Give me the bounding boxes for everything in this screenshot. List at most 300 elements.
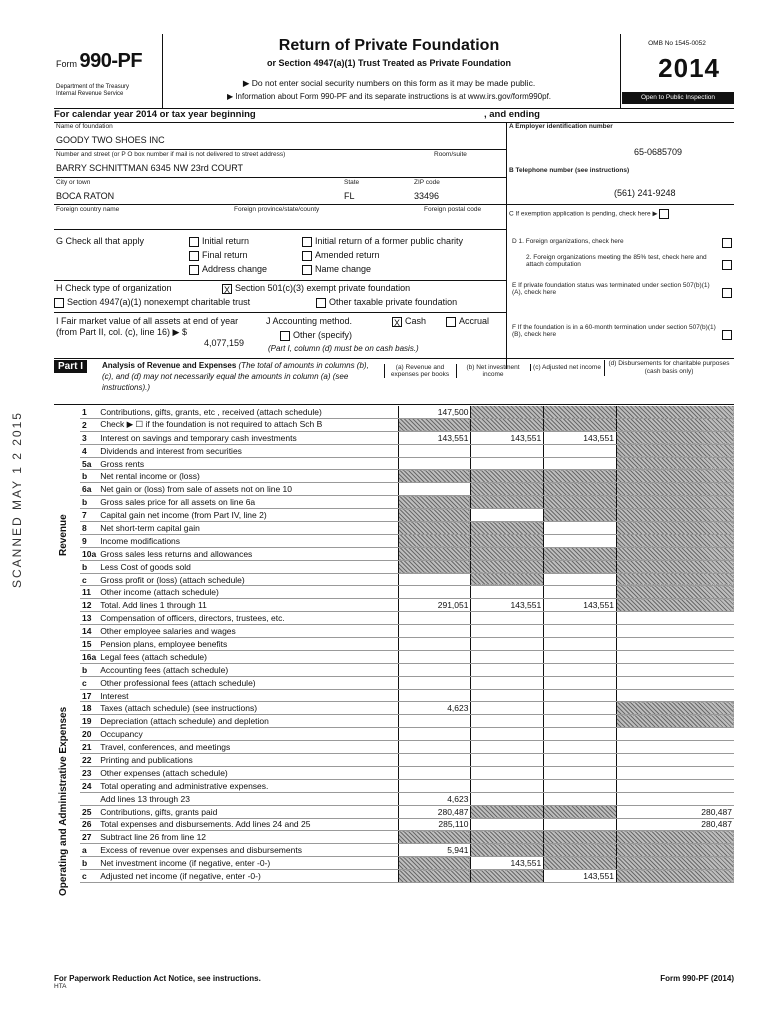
part1-tag: Part I [54, 360, 87, 373]
col-a-cell[interactable] [398, 754, 471, 767]
line-description: Net rental income or (loss) [98, 470, 398, 483]
col-b-cell [471, 547, 544, 560]
line-number: 2 [80, 418, 98, 431]
col-d-cell [616, 844, 734, 857]
phone-label: B Telephone number (see instructions) [509, 167, 630, 174]
line-c: C If exemption application is pending, check here ▶ [509, 209, 672, 219]
line-description: Gross rents [98, 457, 398, 470]
col-d-cell[interactable] [616, 650, 734, 663]
table-row [80, 470, 734, 483]
col-d-cell[interactable] [616, 728, 734, 741]
col-a-cell[interactable] [398, 586, 471, 599]
col-c-cell[interactable] [544, 444, 617, 457]
table-row [80, 406, 734, 418]
col-b-cell[interactable] [471, 586, 544, 599]
d2-checkbox[interactable] [722, 260, 732, 270]
col-c-cell[interactable] [544, 779, 617, 792]
col-d-cell [616, 599, 734, 612]
line-number: 1 [80, 406, 98, 418]
col-c-cell [544, 509, 617, 522]
line-description: Contributions, gifts, grants paid [98, 805, 398, 818]
table-row [80, 689, 734, 702]
line-number: 5a [80, 457, 98, 470]
table-row [80, 573, 734, 586]
col-a-cell [398, 560, 471, 573]
form-footer [54, 974, 734, 990]
g-label: G Check all that apply [56, 236, 145, 246]
col-d-cell[interactable] [616, 625, 734, 638]
col-b-cell [471, 844, 544, 857]
table-row [80, 457, 734, 470]
name-label: Name of foundation [56, 123, 113, 130]
line-description: Other professional fees (attach schedule) [98, 676, 398, 689]
col-c-cell[interactable] [544, 663, 617, 676]
col-a-cell[interactable] [398, 689, 471, 702]
col-c-cell [544, 470, 617, 483]
table-row [80, 818, 734, 831]
col-c-cell[interactable] [544, 676, 617, 689]
col-d-cell[interactable] [616, 612, 734, 625]
h-label: H Check type of organization [56, 283, 172, 293]
cash-checkbox[interactable]: X [393, 317, 400, 328]
form-title: Return of Private Foundation [278, 37, 500, 54]
table-row [80, 844, 734, 857]
line-description: Total. Add lines 1 through 11 [98, 599, 398, 612]
col-a-cell[interactable] [398, 779, 471, 792]
line-description: Interest [98, 689, 398, 702]
col-b-cell [471, 483, 544, 496]
col-b-cell[interactable] [471, 638, 544, 651]
col-a-cell[interactable] [398, 625, 471, 638]
col-b-cell[interactable]: 143,551 [471, 857, 544, 870]
line-c-checkbox[interactable] [659, 209, 669, 219]
col-c-cell[interactable] [544, 741, 617, 754]
accrual-checkbox[interactable] [446, 317, 456, 327]
phone-value[interactable]: (561) 241-9248 [614, 188, 676, 198]
table-row [80, 418, 734, 431]
col-b-cell[interactable] [471, 792, 544, 805]
col-b-cell [471, 496, 544, 509]
col-c-cell[interactable] [544, 650, 617, 663]
table-row [80, 483, 734, 496]
omb-number: OMB No 1545-0052 [648, 40, 706, 47]
col-a-cell[interactable] [398, 612, 471, 625]
col-a-cell[interactable]: 280,487 [398, 805, 471, 818]
e-checkbox[interactable] [722, 288, 732, 298]
state-label: State [344, 179, 360, 186]
col-d-cell [616, 444, 734, 457]
line-description: Subtract line 26 from line 12 [98, 831, 398, 844]
col-d-cell[interactable] [616, 792, 734, 805]
col-a-cell[interactable] [398, 676, 471, 689]
line-number: 8 [80, 522, 98, 535]
col-a-cell [398, 857, 471, 870]
table-row [80, 766, 734, 779]
zip-value[interactable]: 33496 [414, 191, 440, 201]
col-a-cell[interactable]: 4,623 [398, 702, 471, 715]
col-d-cell[interactable]: 280,487 [616, 818, 734, 831]
line-number [80, 792, 98, 805]
i-label: I Fair market value of all assets at end of year (from Part II, col. (c), line 16) ▶ $ [56, 316, 239, 337]
foreign-postal-label: Foreign postal code [424, 206, 482, 213]
col-c-cell[interactable] [544, 792, 617, 805]
line-number: 22 [80, 754, 98, 767]
table-row [80, 612, 734, 625]
col-a-cell[interactable]: 143,551 [398, 431, 471, 444]
col-b-cell [471, 522, 544, 535]
col-b-cell[interactable] [471, 509, 544, 522]
final-return-checkbox[interactable] [189, 251, 199, 261]
line-description: Legal fees (attach schedule) [98, 650, 398, 663]
street-address[interactable]: BARRY SCHNITTMAN 6345 NW 23rd COURT [56, 163, 244, 173]
line-number: 23 [80, 766, 98, 779]
room-label: Room/suite [434, 151, 467, 158]
col-d-cell [616, 522, 734, 535]
col-d-cell[interactable] [616, 766, 734, 779]
table-row [80, 702, 734, 715]
table-row [80, 870, 734, 883]
form-subtitle: or Section 4947(a)(1) Trust Treated as Private Foundation [266, 58, 512, 68]
f-checkbox[interactable] [722, 330, 732, 340]
col-d-cell[interactable] [616, 638, 734, 651]
col-c-header: (c) Adjusted net income [530, 364, 603, 371]
col-b-cell [471, 470, 544, 483]
col-a-cell [398, 831, 471, 844]
table-row [80, 599, 734, 612]
notice-info: ▶ Information about Form 990-PF and its separate instructions is at www.irs.gov/form990pf. [226, 92, 552, 101]
table-row [80, 792, 734, 805]
col-b-cell[interactable] [471, 625, 544, 638]
col-b-cell [471, 870, 544, 883]
col-d-cell [616, 547, 734, 560]
col-d-cell [616, 483, 734, 496]
line-number: 16a [82, 651, 97, 662]
col-a-cell[interactable] [398, 650, 471, 663]
line-number: b [80, 560, 98, 573]
zip-label: ZIP code [414, 179, 440, 186]
col-a-cell[interactable] [398, 766, 471, 779]
col-d-cell [616, 418, 734, 431]
line-description: Other income (attach schedule) [98, 586, 398, 599]
col-c-cell[interactable] [544, 689, 617, 702]
line-number: 26 [80, 818, 98, 831]
col-b-cell[interactable] [471, 766, 544, 779]
line-description: Interest on savings and temporary cash investments [98, 431, 398, 444]
initial-return-checkbox[interactable] [189, 237, 199, 247]
d1-label: D 1. Foreign organizations, check here [512, 238, 624, 245]
paperwork-notice: For Paperwork Reduction Act Notice, see instructions. [54, 974, 261, 983]
expenses-side-label: Operating and Administrative Expenses [58, 706, 69, 896]
col-d-cell [616, 870, 734, 883]
col-d-cell[interactable] [616, 689, 734, 702]
col-c-cell[interactable] [544, 715, 617, 728]
city-value[interactable]: BOCA RATON [56, 191, 115, 201]
col-a-cell [398, 470, 471, 483]
col-c-cell [544, 496, 617, 509]
col-c-cell [544, 406, 617, 418]
table-row [80, 625, 734, 638]
table-row [80, 715, 734, 728]
table-row [80, 741, 734, 754]
col-c-cell[interactable] [544, 586, 617, 599]
line-number: c [80, 870, 98, 883]
line-number: b [80, 496, 98, 509]
street-label: Number and street (or P O box number if mail is not delivered to street address) [56, 151, 286, 158]
line-description: Income modifications [98, 534, 398, 547]
col-a-cell [398, 870, 471, 883]
col-a-cell[interactable] [398, 638, 471, 651]
col-b-cell[interactable] [471, 741, 544, 754]
table-row [80, 509, 734, 522]
col-c-cell[interactable] [544, 573, 617, 586]
col-c-cell[interactable] [544, 457, 617, 470]
name-change-checkbox[interactable] [302, 265, 312, 275]
line-number: 12 [80, 599, 98, 612]
address-change-checkbox[interactable] [189, 265, 199, 275]
line-description: Total operating and administrative expenses. [98, 779, 398, 792]
table-row [80, 663, 734, 676]
table-row [80, 805, 734, 818]
line-description: Other expenses (attach schedule) [98, 766, 398, 779]
hta-label: HTA [54, 983, 67, 990]
col-d-cell [616, 702, 734, 715]
col-b-cell[interactable] [471, 754, 544, 767]
line-number: b [80, 470, 98, 483]
calendar-year-row: For calendar year 2014 or tax year beginning , and ending [54, 109, 540, 120]
table-row [80, 586, 734, 599]
col-c-cell [544, 547, 617, 560]
col-a-cell[interactable] [398, 483, 471, 496]
table-row [80, 431, 734, 444]
col-b-cell[interactable] [471, 663, 544, 676]
col-b-cell [471, 560, 544, 573]
col-d-cell[interactable] [616, 741, 734, 754]
col-a-cell[interactable] [398, 728, 471, 741]
line-description: Net gain or (loss) from sale of assets not on line 10 [98, 483, 398, 496]
4947-checkbox[interactable] [54, 298, 64, 308]
col-a-cell[interactable] [398, 444, 471, 457]
line-number: b [80, 663, 98, 676]
table-row [80, 676, 734, 689]
col-d-cell [616, 496, 734, 509]
col-d-cell[interactable] [616, 676, 734, 689]
col-d-header: (d) Disbursements for charitable purposes (cash basis only) [604, 360, 733, 376]
col-a-cell[interactable] [398, 573, 471, 586]
line-description: Printing and publications [98, 754, 398, 767]
table-row [80, 547, 734, 560]
col-d-cell[interactable] [616, 779, 734, 792]
col-c-cell[interactable]: 143,551 [544, 431, 617, 444]
col-a-cell[interactable]: 285,110 [398, 818, 471, 831]
line-description: Occupancy [98, 728, 398, 741]
col-d-cell [616, 560, 734, 573]
col-d-cell [616, 457, 734, 470]
col-d-cell [616, 406, 734, 418]
table-row [80, 650, 734, 663]
table-row [80, 444, 734, 457]
col-d-cell [616, 431, 734, 444]
scanned-stamp: SCANNED MAY 1 2 2015 [10, 411, 24, 588]
line-description: Gross sales less returns and allowances [98, 547, 398, 560]
line-number: a [80, 844, 98, 857]
line-description: Check ▶ ☐ if the foundation is not required to attach Sch B [98, 418, 398, 431]
line-number: 24 [80, 779, 98, 792]
col-d-cell[interactable] [616, 754, 734, 767]
ein-value[interactable]: 65-0685709 [634, 147, 683, 157]
j-note: (Part I, column (d) must be on cash basis.) [268, 344, 419, 353]
part1-lines-table [80, 406, 734, 883]
line-description: Travel, conferences, and meetings [98, 741, 398, 754]
col-a-header: (a) Revenue and expenses per books [384, 364, 455, 378]
col-c-cell[interactable] [544, 612, 617, 625]
line-number: 10a [82, 548, 97, 559]
col-d-cell [616, 831, 734, 844]
col-c-cell[interactable] [544, 638, 617, 651]
col-b-cell[interactable] [471, 818, 544, 831]
col-d-cell[interactable] [616, 663, 734, 676]
d1-checkbox[interactable] [722, 238, 732, 248]
col-b-cell[interactable] [471, 702, 544, 715]
col-d-cell [616, 586, 734, 599]
line-number: 25 [80, 805, 98, 818]
line-description: Net investment income (if negative, enter -0-) [98, 857, 398, 870]
col-c-cell[interactable] [544, 728, 617, 741]
table-row [80, 728, 734, 741]
foundation-name[interactable]: GOODY TWO SHOES INC [56, 135, 165, 145]
col-b-cell [471, 418, 544, 431]
col-a-cell[interactable] [398, 457, 471, 470]
col-b-cell[interactable] [471, 689, 544, 702]
d2-label: 2. Foreign organizations meeting the 85% test, check here and attach computation [526, 254, 707, 268]
col-b-cell[interactable] [471, 728, 544, 741]
col-d-cell [616, 470, 734, 483]
col-b-cell[interactable] [471, 650, 544, 663]
table-row [80, 638, 734, 651]
col-b-cell [471, 805, 544, 818]
city-label: City or town [56, 179, 91, 186]
col-c-cell [544, 857, 617, 870]
line-number: 17 [80, 689, 98, 702]
divider [162, 34, 163, 108]
col-c-cell[interactable] [544, 754, 617, 767]
table-row [80, 522, 734, 535]
line-description: Excess of revenue over expenses and disbursements [98, 844, 398, 857]
line-number: 6a [80, 483, 98, 496]
col-c-cell [544, 560, 617, 573]
col-a-cell [398, 418, 471, 431]
line-number: 4 [80, 444, 98, 457]
col-b-cell[interactable] [471, 676, 544, 689]
col-b-cell[interactable] [471, 457, 544, 470]
dept-label: Department of the Treasury Internal Revenue Service [56, 84, 130, 97]
other-taxable-checkbox[interactable] [316, 298, 326, 308]
line-number: 19 [80, 715, 98, 728]
table-row [80, 754, 734, 767]
line-number: 20 [80, 728, 98, 741]
col-a-cell[interactable]: 147,500 [398, 406, 471, 418]
col-b-cell [471, 573, 544, 586]
line-number: 18 [80, 702, 98, 715]
col-a-cell[interactable]: 291,051 [398, 599, 471, 612]
table-row [80, 857, 734, 870]
line-number: 3 [80, 431, 98, 444]
col-c-cell[interactable] [544, 766, 617, 779]
ein-label: A Employer identification number [509, 123, 613, 130]
col-a-cell [398, 522, 471, 535]
col-a-cell[interactable]: 4,623 [398, 792, 471, 805]
col-c-cell[interactable] [544, 818, 617, 831]
col-c-cell[interactable] [544, 625, 617, 638]
col-a-cell[interactable] [398, 741, 471, 754]
divider [620, 34, 621, 108]
footer-form-number: Form 990-PF (2014) [660, 974, 734, 983]
foreign-country-label: Foreign country name [56, 206, 120, 213]
line-description: Other employee salaries and wages [98, 625, 398, 638]
other-method-checkbox[interactable] [280, 331, 290, 341]
line-description: Less Cost of goods sold [98, 560, 398, 573]
table-row [80, 496, 734, 509]
line-description: Pension plans, employee benefits [98, 638, 398, 651]
col-d-cell[interactable]: 280,487 [616, 805, 734, 818]
line-number: 15 [80, 638, 98, 651]
col-c-cell [544, 831, 617, 844]
table-row [80, 560, 734, 573]
col-d-cell [616, 534, 734, 547]
former-public-charity-checkbox[interactable] [302, 237, 312, 247]
form-number: Form 990-PF [56, 50, 143, 72]
col-b-cell[interactable] [471, 612, 544, 625]
col-c-cell[interactable]: 143,551 [544, 599, 617, 612]
line-description: Dividends and interest from securities [98, 444, 398, 457]
line-number: 14 [80, 625, 98, 638]
col-b-cell[interactable] [471, 779, 544, 792]
501c3-checkbox[interactable]: X [223, 284, 230, 295]
col-a-cell[interactable] [398, 663, 471, 676]
col-c-cell[interactable] [544, 534, 617, 547]
line-description: Taxes (attach schedule) (see instructions) [98, 702, 398, 715]
col-a-cell[interactable]: 5,941 [398, 844, 471, 857]
part1-header: Part I Analysis of Revenue and Expenses (The total of amounts in columns (b), (c), and (d) may not necessarily equal the amounts in column (a) (see instructions).) (a) Revenue and expenses per books (b) Net investment income (c) Adjusted net income (d) Disbursements for charitable purposes (cash basis only) [54, 360, 734, 402]
line-number: c [80, 573, 98, 586]
col-c-cell [544, 805, 617, 818]
col-a-cell [398, 534, 471, 547]
tax-year: 2014 [658, 53, 720, 83]
line-number: 9 [80, 534, 98, 547]
form-page: Form 990-PF Department of the Treasury Internal Revenue Service Return of Private Foundation or Section 4947(a)(1) Trust Treated as Private Foundation ▶ Do not enter social security numbers on this form as it may be made public. ▶ Information about Form 990-PF and its separate instructions is at www.irs.gov/form990pf. OMB No 1545-0052 2014 Open to Public Inspection For calendar year 2014 or tax year beginning , and ending Name of foundation GOODY TWO SHOES INC A Employer identification number 65-0685709 Number and street (or P O box number if mail is not delivered to street address) Room/suite BARRY SCHNITTMAN 6345 NW 23rd COURT B Telephone number (see instructions) (561) 241-9248 City or town State ZIP code BOCA RATON FL 33496 Foreign country name Foreign province/state/county Foreign postal code C If exemption application is pending, check here ▶ G Check all that apply Initial return Final return Address change Initial return of a former public charity Amended return Name change D 1. Foreign organizations, check here 2. Foreign organizations meeting the 85% test, check here and attach computation E If private foundation status was terminated under section 507(b)(1)(A), check here F If the foundation is in a 60-month termination under section 507(b)(1)(B), check here H Check type of organization X Section 501(c)(3) exempt private foundation Section 4947(a)(1) nonexempt charitable trust Other taxable private foundation I Fair market value of all assets at end of year (from Part II, col. (c), line 16) ▶ $ 4,077,159 J Accounting method. X Cash Accrual Other (specify) (Part I, column (d) must be on cash basis.) Part I Analysis of Revenue and Expenses (The total of amounts in columns (b), (c), and (d) may not necessarily equal the amounts in column (a) (see instructions).) (a) Revenue and expenses per books (b) Net investment income (c) Adjusted net income (d) Disbursements for charitable purposes (cash basis only) 1 Contributions, gifts, grants, etc , received (attach schedule) 147,500 2 Check ▶ ☐ if the foundation is not required to attach Sch B 3 Interest on savings and temporary cash investments 143,551 143,551 143,551 4 Dividends and interest from securities 5a Gross rents b Net rental income or (loss) 6a Net gain or (loss) from sale of assets not on line 10 b Gross sales price for all assets on line 6a 7 Capital gain net income (from Part IV, line 2) 8 Net short-term capital gain 9 Income modifications 10a Gross sales less returns and allowances b Less Cost of goods sold c Gross profit or (loss) (attach schedule) 11 Other income (attach schedule) 12 Total. Add lines 1 through 11 291,051 143,551 143,551 13 Compensation of officers, directors, trustees, etc. 14 Other employee salaries and wages 15 Pension plans, employee benefits 16a Legal fees (attach schedule) b Accounting fees (attach schedule) c Other professional fees (attach schedule) 17 Interest 18 Taxes (attach schedule) (see instructions) 4,623 19 Depreciation (attach schedule) and depletion 20 Occupancy 21 Travel, conferences, and meetings 22 Printing and publications 23 Other expenses (attach schedule) 24 Total operating and administrative expenses. Add lines 13 through 23 4,623 25 Contributions, gifts, grants paid 280,487 280,487 26 Total expenses and disbursements. Add lines 24 and 25 285,110 280,487 27 Subtract line 26 from line 12 a Excess of revenue over expenses and disbursements 5,941 b Net investment income (if negative, enter -0-) 143,551 c Adjusted net income (if negative, enter -0-) 143,551 Revenue Operating and Administrative Expenses SCANNED MAY 1 2 2015 For Paperwork Reduction Act Notice, see instructions. HTA Form 990-PF (2014) [54, 28, 734, 109]
fmv-value[interactable]: 4,077,159 [204, 338, 245, 348]
col-c-cell[interactable]: 143,551 [544, 870, 617, 883]
j-label: J Accounting method. [266, 316, 353, 326]
col-a-cell[interactable] [398, 715, 471, 728]
amended-return-checkbox[interactable] [302, 251, 312, 261]
col-a-cell [398, 547, 471, 560]
col-b-cell[interactable] [471, 444, 544, 457]
col-c-cell[interactable] [544, 522, 617, 535]
col-b-cell[interactable]: 143,551 [471, 431, 544, 444]
col-a-cell [398, 496, 471, 509]
state-value[interactable]: FL [344, 191, 355, 201]
col-b-cell[interactable]: 143,551 [471, 599, 544, 612]
col-c-cell[interactable] [544, 702, 617, 715]
line-description: Gross profit or (loss) (attach schedule) [98, 573, 398, 586]
foreign-province-label: Foreign province/state/county [234, 206, 320, 213]
col-b-cell[interactable] [471, 715, 544, 728]
line-description: Add lines 13 through 23 [98, 792, 398, 805]
form-header [54, 28, 734, 109]
col-c-cell [544, 418, 617, 431]
line-number: 7 [80, 509, 98, 522]
col-b-cell [471, 406, 544, 418]
